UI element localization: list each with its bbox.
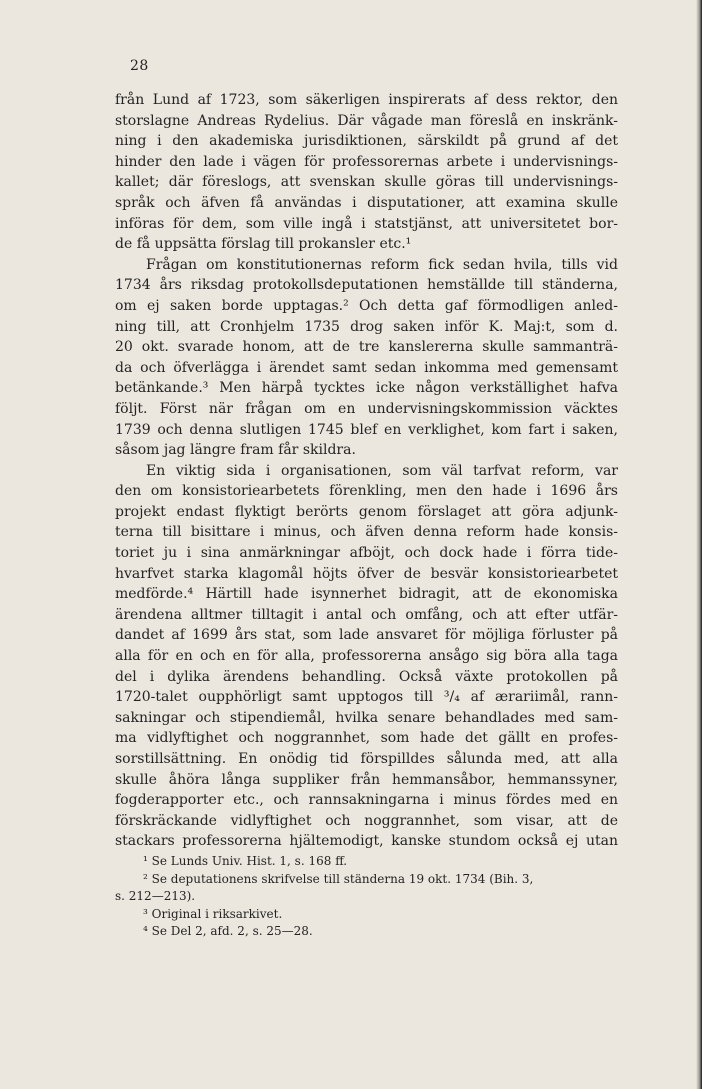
body-line: sakningar och stipendiemål, hvilka senare behandlades med sam- — [115, 709, 618, 726]
body-line: medförde.⁴ Härtill hade isynnerhet bidragit, att de ekonomiska — [115, 586, 618, 603]
body-line: projekt endast flyktigt berörts genom förslaget att göra adjunk- — [115, 503, 618, 520]
body-line: införas för dem, som ville ingå i statstjänst, att universitetet bor- — [115, 215, 618, 232]
body-line: da och öfverlägga i ärendet samt sedan inkomma med gemensamt — [115, 359, 618, 376]
body-line: skulle åhöra långa suppliker från hemmansåbor, hemmanssyner, — [115, 771, 618, 788]
body-line: En viktig sida i organisationen, som väl tarfvat reform, var — [146, 462, 618, 479]
footnote-line: s. 212—213). — [115, 889, 196, 903]
page-number: 28 — [130, 58, 149, 74]
body-line: språk och äfven få användas i disputationer, att examina skulle — [115, 194, 618, 211]
body-line: alla för en och en för alla, professorerna ansågo sig böra alla taga — [115, 648, 618, 665]
body-line: den om konsistoriearbetets förenkling, men den hade i 1696 års — [115, 483, 618, 500]
body-line: 1739 och denna slutligen 1745 blef en verklighet, kom fart i saken, — [115, 421, 618, 438]
body-line: Frågan om konstitutionernas reform fick sedan hvila, tills vid — [146, 256, 618, 273]
body-text — [115, 90, 618, 852]
footnote-line: ¹ Se Lunds Univ. Hist. 1, s. 168 ff. — [143, 854, 348, 868]
body-line: betänkande.³ Men härpå tycktes icke någon verkställighet hafva — [115, 380, 618, 397]
body-line: förskräckande vidlyftighet och noggrannhet, som visar, att de — [115, 812, 618, 829]
body-line: kallet; där föreslogs, att svenskan skulle göras till undervisnings- — [115, 174, 618, 191]
body-line: ma vidlyftighet och noggrannhet, som hade det gällt en profes- — [115, 730, 618, 747]
body-line: 1734 års riksdag protokollsdeputationen hemställde till ständerna, — [115, 277, 618, 294]
body-line: från Lund af 1723, som säkerligen inspirerats af dess rektor, den — [115, 92, 618, 108]
body-line: följt. Först när frågan om en undervisningskommission väcktes — [115, 400, 618, 417]
footnote-line: ² Se deputationens skrifvelse till ständerna 19 okt. 1734 (Bih. 3, — [143, 871, 534, 886]
body-line: ärendena alltmer tilltagit i antal och omfång, och att efter utfär- — [115, 606, 618, 623]
footnote-line: ⁴ Se Del 2, afd. 2, s. 25—28. — [143, 924, 313, 938]
body-line: ning till, att Cronhjelm 1735 drog saken inför K. Maj:t, som d. — [115, 318, 618, 335]
footnote-line: ³ Original i riksarkivet. — [143, 906, 283, 921]
body-line: stackars professorerna hjältemodigt, kanske stundom också ej utan — [115, 833, 618, 850]
body-line: fogderapporter etc., och rannsakningarna i minus fördes med en — [115, 792, 618, 809]
body-line: hinder den lade i vägen för professorernas arbete i undervisnings- — [115, 153, 618, 170]
body-line: ning i den akademiska jurisdiktionen, särskildt på grund af det — [115, 133, 618, 150]
body-line: toriet ju i sina anmärkningar afböjt, och dock hade i förra tide- — [115, 545, 618, 562]
body-line: dandet af 1699 års stat, som lade ansvaret för möjliga förluster på — [115, 627, 618, 644]
body-line: 20 okt. svarade honom, att de tre kanslererna skulle sammanträ- — [115, 339, 618, 356]
body-line: sorstillsättning. En onödig tid förspilldes sålunda med, att alla — [115, 751, 618, 767]
page-edge-shadow — [696, 0, 702, 1089]
footnotes — [115, 853, 618, 941]
body-line: terna till bisittare i minus, och äfven denna reform hade konsis- — [115, 524, 618, 541]
body-line: hvarfvet starka klagomål höjts öfver de besvär konsistoriearbetet — [115, 565, 618, 582]
body-line: 1720-talet oupphörligt samt upptogos till ³/₄ af ærariimål, rann- — [115, 689, 618, 706]
body-line: såsom jag längre fram får skildra. — [115, 442, 356, 459]
body-line: om ej saken borde upptagas.² Och detta gaf förmodligen anled- — [115, 297, 618, 314]
body-line: storslagne Andreas Rydelius. Där vågade man föreslå en inskränk- — [115, 112, 618, 129]
body-line: del i dylika ärendens behandling. Också växte protokollen på — [115, 668, 618, 685]
body-line: de få uppsätta förslag till prokansler etc.¹ — [115, 236, 412, 253]
